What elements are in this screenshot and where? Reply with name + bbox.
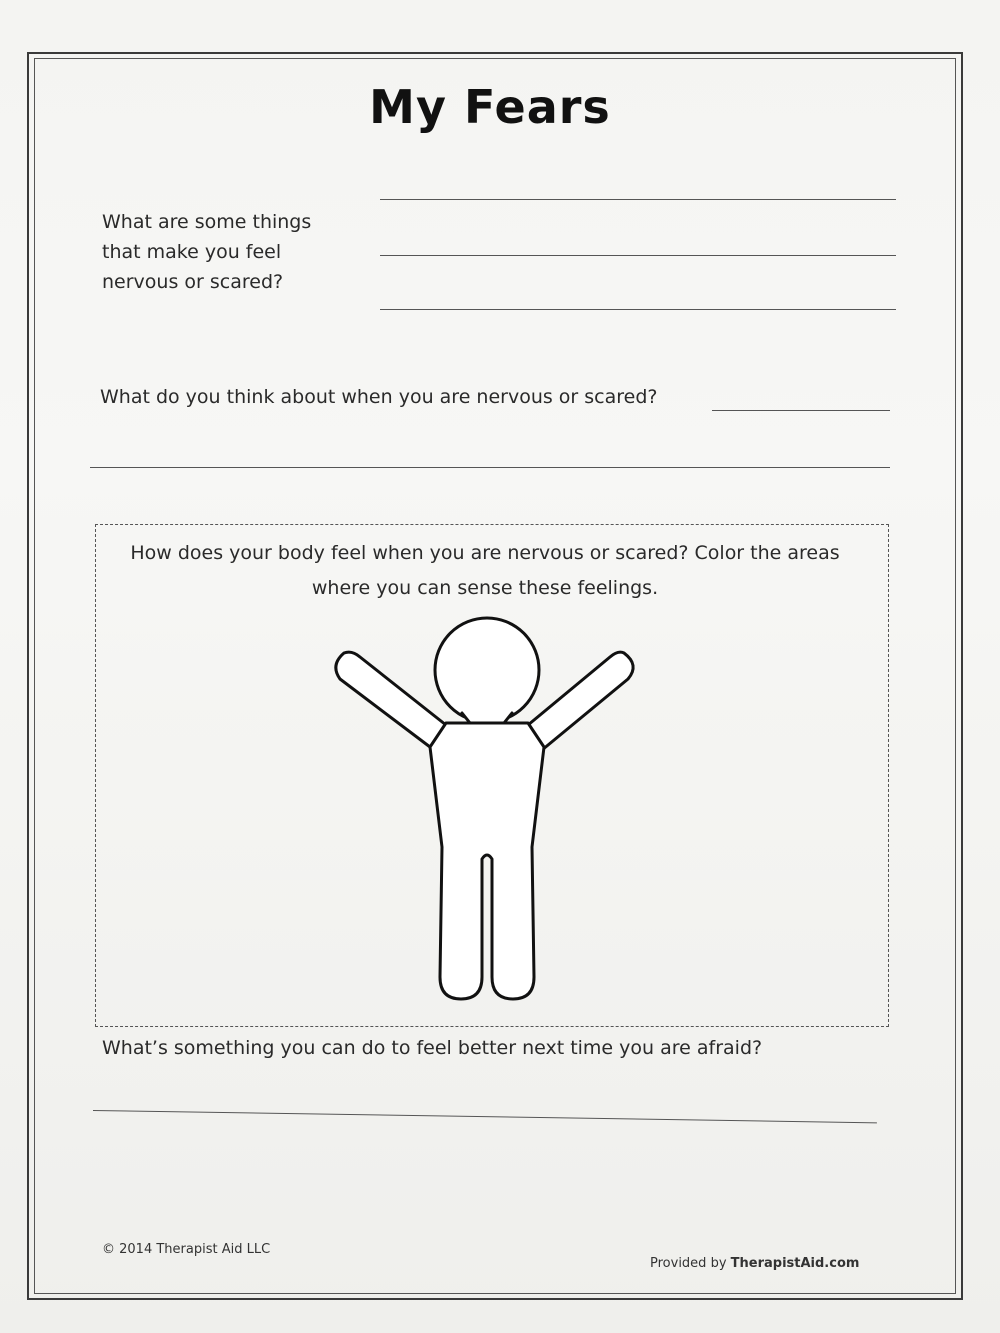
question-body-feelings: [95, 536, 875, 606]
answer-line[interactable]: [712, 410, 890, 411]
question-feel-better: What’s something you can do to feel better next time you are afraid?: [102, 1037, 763, 1059]
provided-by-text: [650, 1256, 859, 1271]
provided-by-prefix: Provided by: [650, 1256, 731, 1271]
question-line: that make you feel: [102, 241, 282, 263]
right-arm-shape[interactable]: [528, 652, 633, 750]
answer-line[interactable]: [380, 309, 896, 310]
answer-line[interactable]: [380, 255, 896, 256]
question-line: nervous or scared?: [102, 271, 284, 293]
page-title: My Fears: [369, 80, 611, 134]
question-thoughts-when-scared: What do you think about when you are nervous or scared?: [100, 386, 658, 408]
torso-legs-shape[interactable]: [430, 723, 544, 999]
brand-name: TherapistAid.com: [730, 1256, 860, 1271]
question-line: What are some things: [102, 211, 312, 233]
neck-shape: [462, 713, 512, 723]
body-outline-figure[interactable]: [322, 615, 652, 1007]
head-shape[interactable]: [435, 618, 539, 722]
answer-line[interactable]: [90, 467, 890, 468]
left-arm-shape[interactable]: [336, 652, 446, 750]
answer-line[interactable]: [380, 199, 896, 200]
question-things-that-scare: [102, 207, 362, 297]
question-line: where you can sense these feelings.: [311, 577, 659, 599]
copyright-text: © 2014 Therapist Aid LLC: [102, 1242, 271, 1257]
question-line: How does your body feel when you are nervous or scared? Color the areas: [130, 542, 840, 564]
